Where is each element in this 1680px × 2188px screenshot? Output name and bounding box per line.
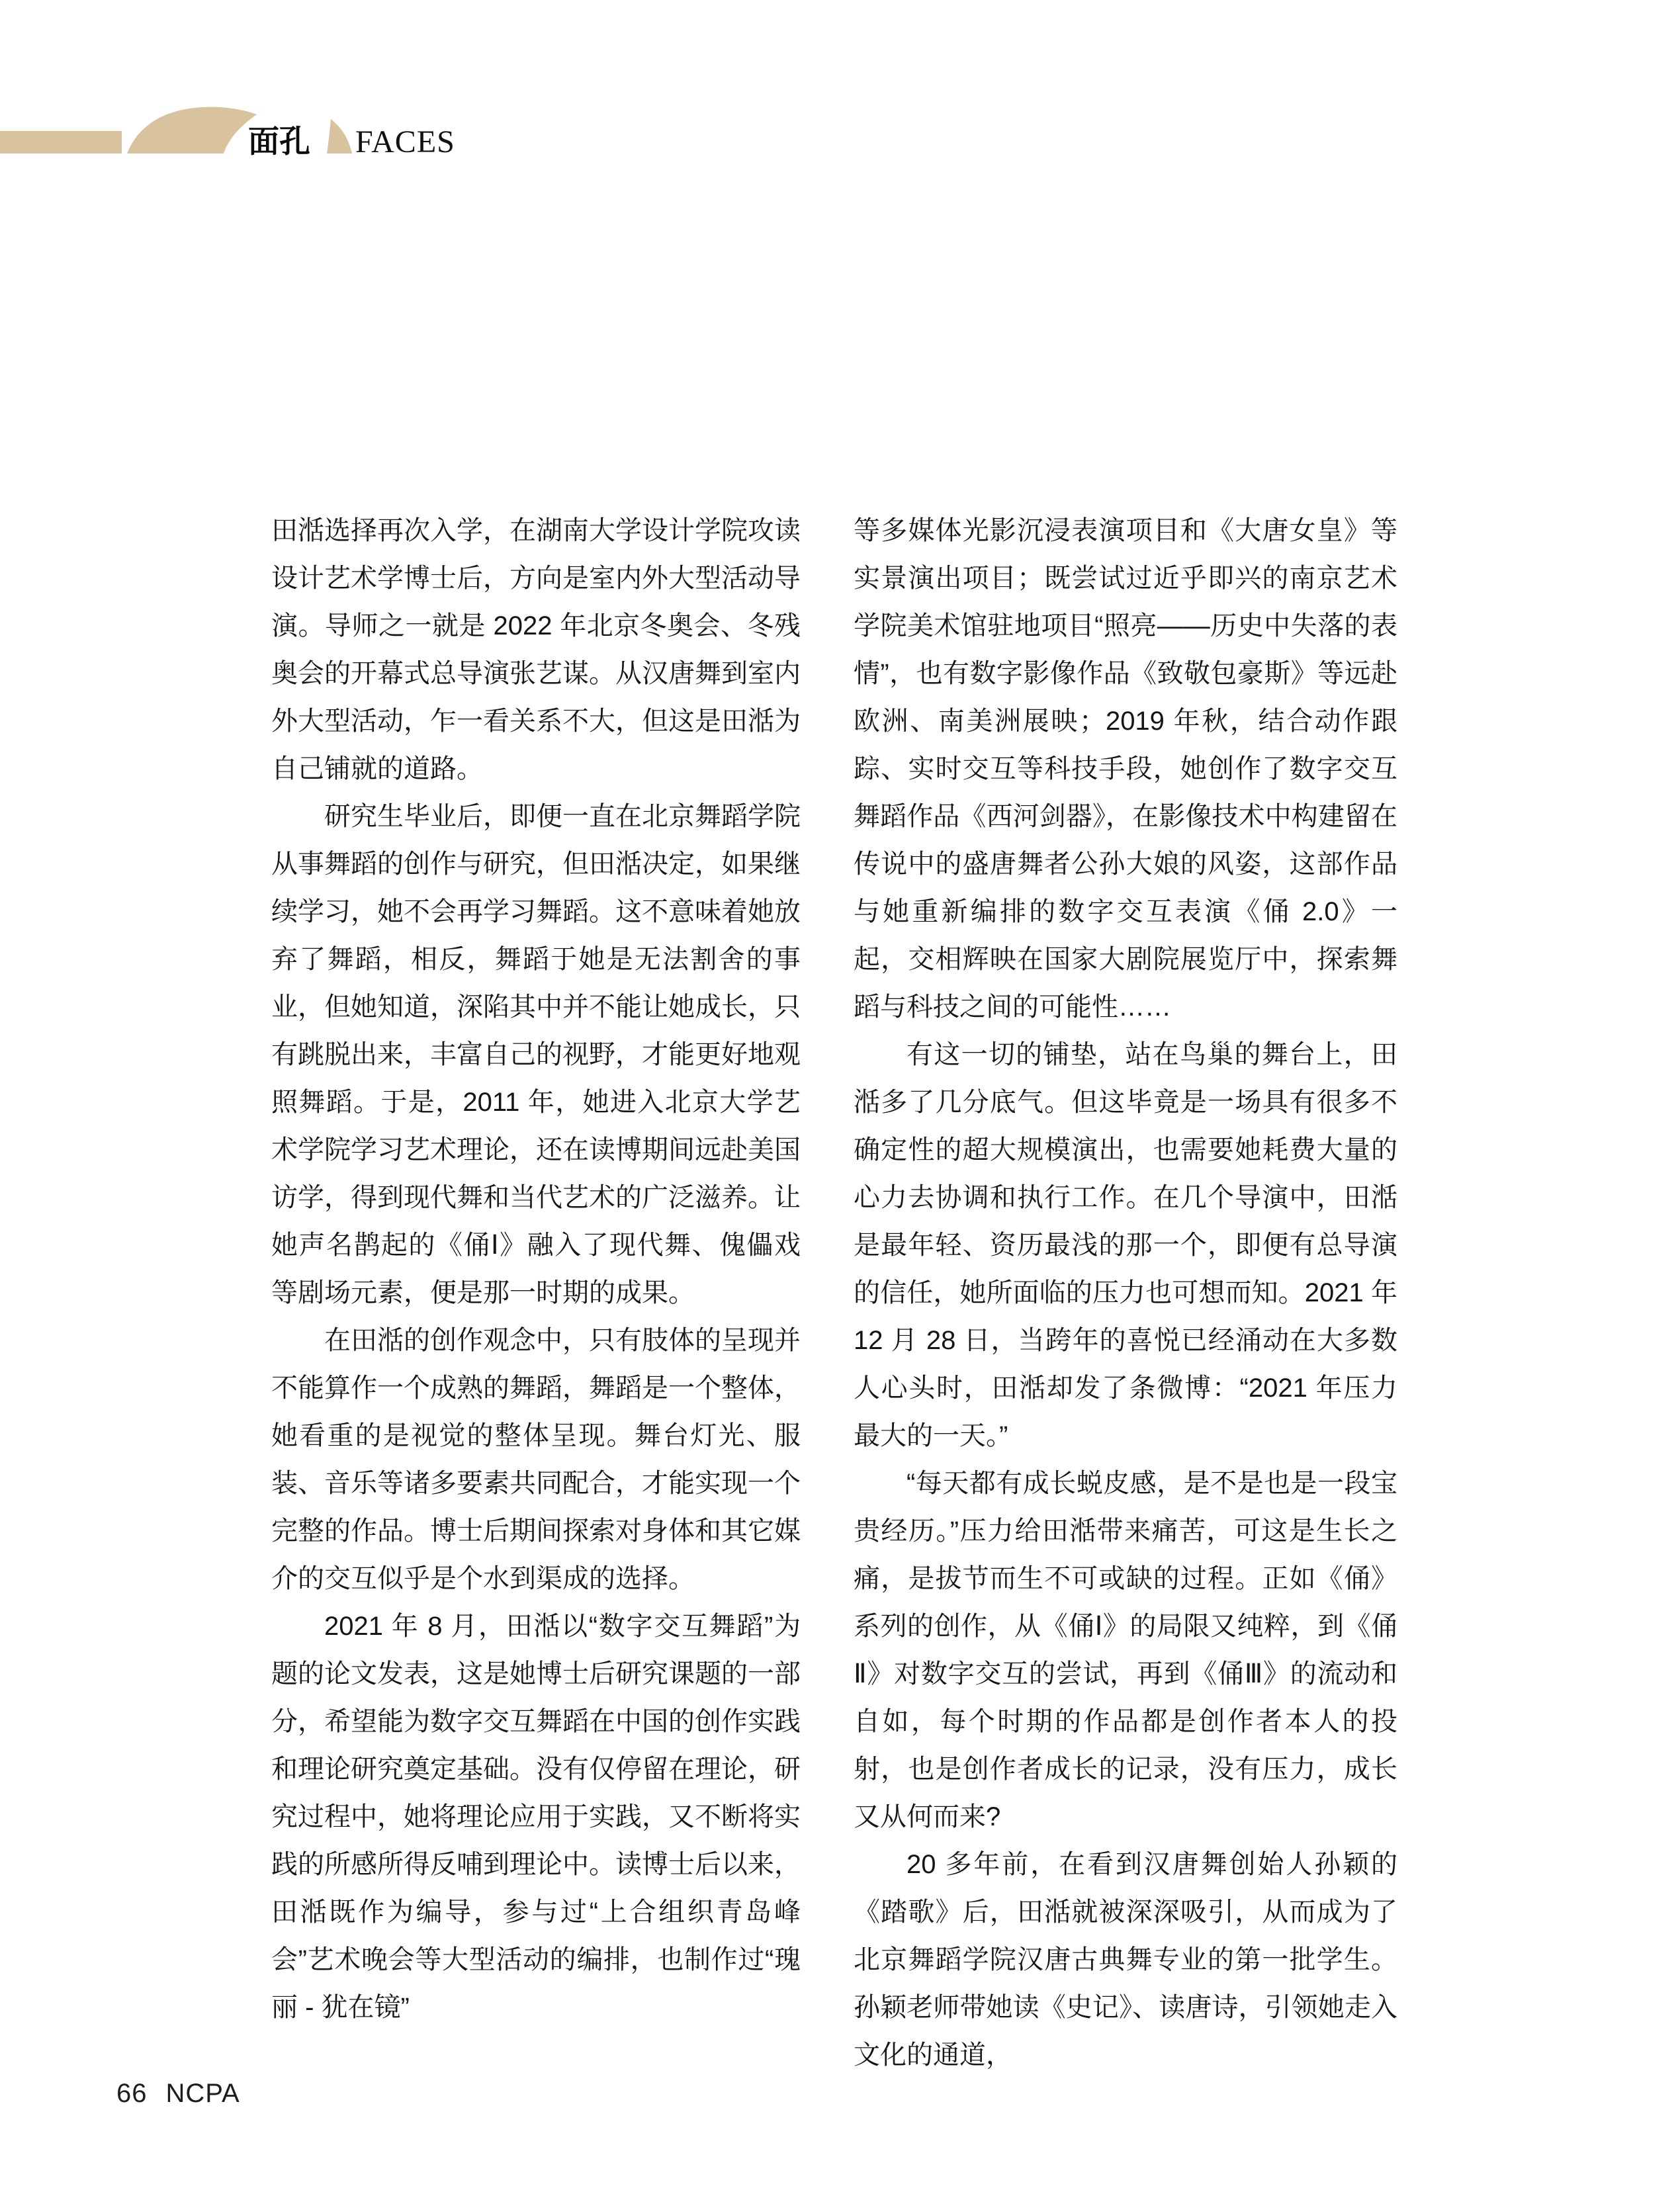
paragraph: 等多媒体光影沉浸表演项目和《大唐女皇》等实景演出项目；既尝试过近乎即兴的南京艺术学院美术馆驻地项目“照亮——历史中失落的表情”，也有数字影像作品《致敬包豪斯》等远赴欧洲、南美洲展映；2019 年秋，结合动作跟踪、实时交互等科技手段，她创作了数字交互舞蹈作品《西河剑器》，在影像技术中构建留在传说中的盛唐舞者公孙大娘的风姿，这部作品与她重新编排的数字交互表演《俑 2.0》一起，交相辉映在国家大剧院展览厅中，探索舞蹈与科技之间的可能性…… — [854, 516, 1397, 1022]
paragraph: 有这一切的铺垫，站在鸟巢的舞台上，田湉多了几分底气。但这毕竟是一场具有很多不确定性的超大规模演出，也需要她耗费大量的心力去协调和执行工作。在几个导演中，田湉是最年轻、资历最浅的那一个，即便有总导演的信任，她所面临的压力也可想而知。2021 年 12 月 28 日，当跨年的喜悦已经涌动在大多数人心头时，田湉却发了条微博：“2021 年压力最大的一天。” — [854, 1040, 1397, 1450]
paragraph: 在田湉的创作观念中，只有肢体的呈现并不能算作一个成熟的舞蹈，舞蹈是一个整体，她看重的是视觉的整体呈现。舞台灯光、服装、音乐等诸多要素共同配合，才能实现一个完整的作品。博士后期间探索对身体和其它媒介的交互似乎是个水到渠成的选择。 — [271, 1326, 801, 1593]
paragraph: 2021 年 8 月，田湉以“数字交互舞蹈”为题的论文发表，这是她博士后研究课题的一部分，希望能为数字交互舞蹈在中国的创作实践和理论研究奠定基础。没有仅停留在理论，研究过程中，她将理论应用于实践，又不断将实践的所感所得反哺到理论中。读博士后以来，田湉既作为编导，参与过“上合组织青岛峰会”艺术晚会等大型活动的编排，也制作过“瑰丽 - 犹在镜” — [271, 1612, 801, 2022]
page-footer — [116, 2079, 240, 2108]
header-small-swoosh-shape — [327, 119, 352, 153]
article-column-right — [854, 507, 1397, 2079]
paragraph: “每天都有成长蜕皮感，是不是也是一段宝贵经历。”压力给田湉带来痛苦，可这是生长之痛，是拔节而生不可或缺的过程。正如《俑》系列的创作，从《俑Ⅰ》的局限又纯粹，到《俑Ⅱ》对数字交互的尝试，再到《俑Ⅲ》的流动和自如，每个时期的作品都是创作者本人的投射，也是创作者成长的记录，没有压力，成长又从何而来? — [854, 1469, 1397, 1831]
section-title-english: FACES — [355, 124, 455, 159]
paragraph: 研究生毕业后，即便一直在北京舞蹈学院从事舞蹈的创作与研究，但田湉决定，如果继续学习，她不会再学习舞蹈。这不意味着她放弃了舞蹈，相反，舞蹈于她是无法割舍的事业，但她知道，深陷其中并不能让她成长，只有跳脱出来，丰富自己的视野，才能更好地观照舞蹈。于是，2011 年，她进入北京大学艺术学院学习艺术理论，还在读博期间远赴美国访学，得到现代舞和当代艺术的广泛滋养。让她声名鹊起的《俑Ⅰ》融入了现代舞、傀儡戏等剧场元素，便是那一时期的成果。 — [271, 802, 801, 1307]
article-column-left — [271, 507, 801, 2079]
page-number: 66 — [116, 2079, 148, 2108]
header-bar-shape — [0, 131, 122, 153]
section-title-chinese: 面孔 — [248, 124, 310, 159]
publication-abbreviation: NCPA — [165, 2079, 240, 2108]
header-leaf-shape — [127, 107, 257, 153]
article-body — [271, 507, 1397, 2079]
paragraph: 田湉选择再次入学，在湖南大学设计学院攻读设计艺术学博士后，方向是室内外大型活动导演。导师之一就是 2022 年北京冬奥会、冬残奥会的开幕式总导演张艺谋。从汉唐舞到室内外大型活动，乍一看关系不大，但这是田湉为自己铺就的道路。 — [271, 516, 801, 783]
paragraph: 20 多年前，在看到汉唐舞创始人孙颖的《踏歌》后，田湉就被深深吸引，从而成为了北京舞蹈学院汉唐古典舞专业的第一批学生。孙颖老师带她读《史记》、读唐诗，引领她走入文化的通道， — [854, 1850, 1397, 2070]
